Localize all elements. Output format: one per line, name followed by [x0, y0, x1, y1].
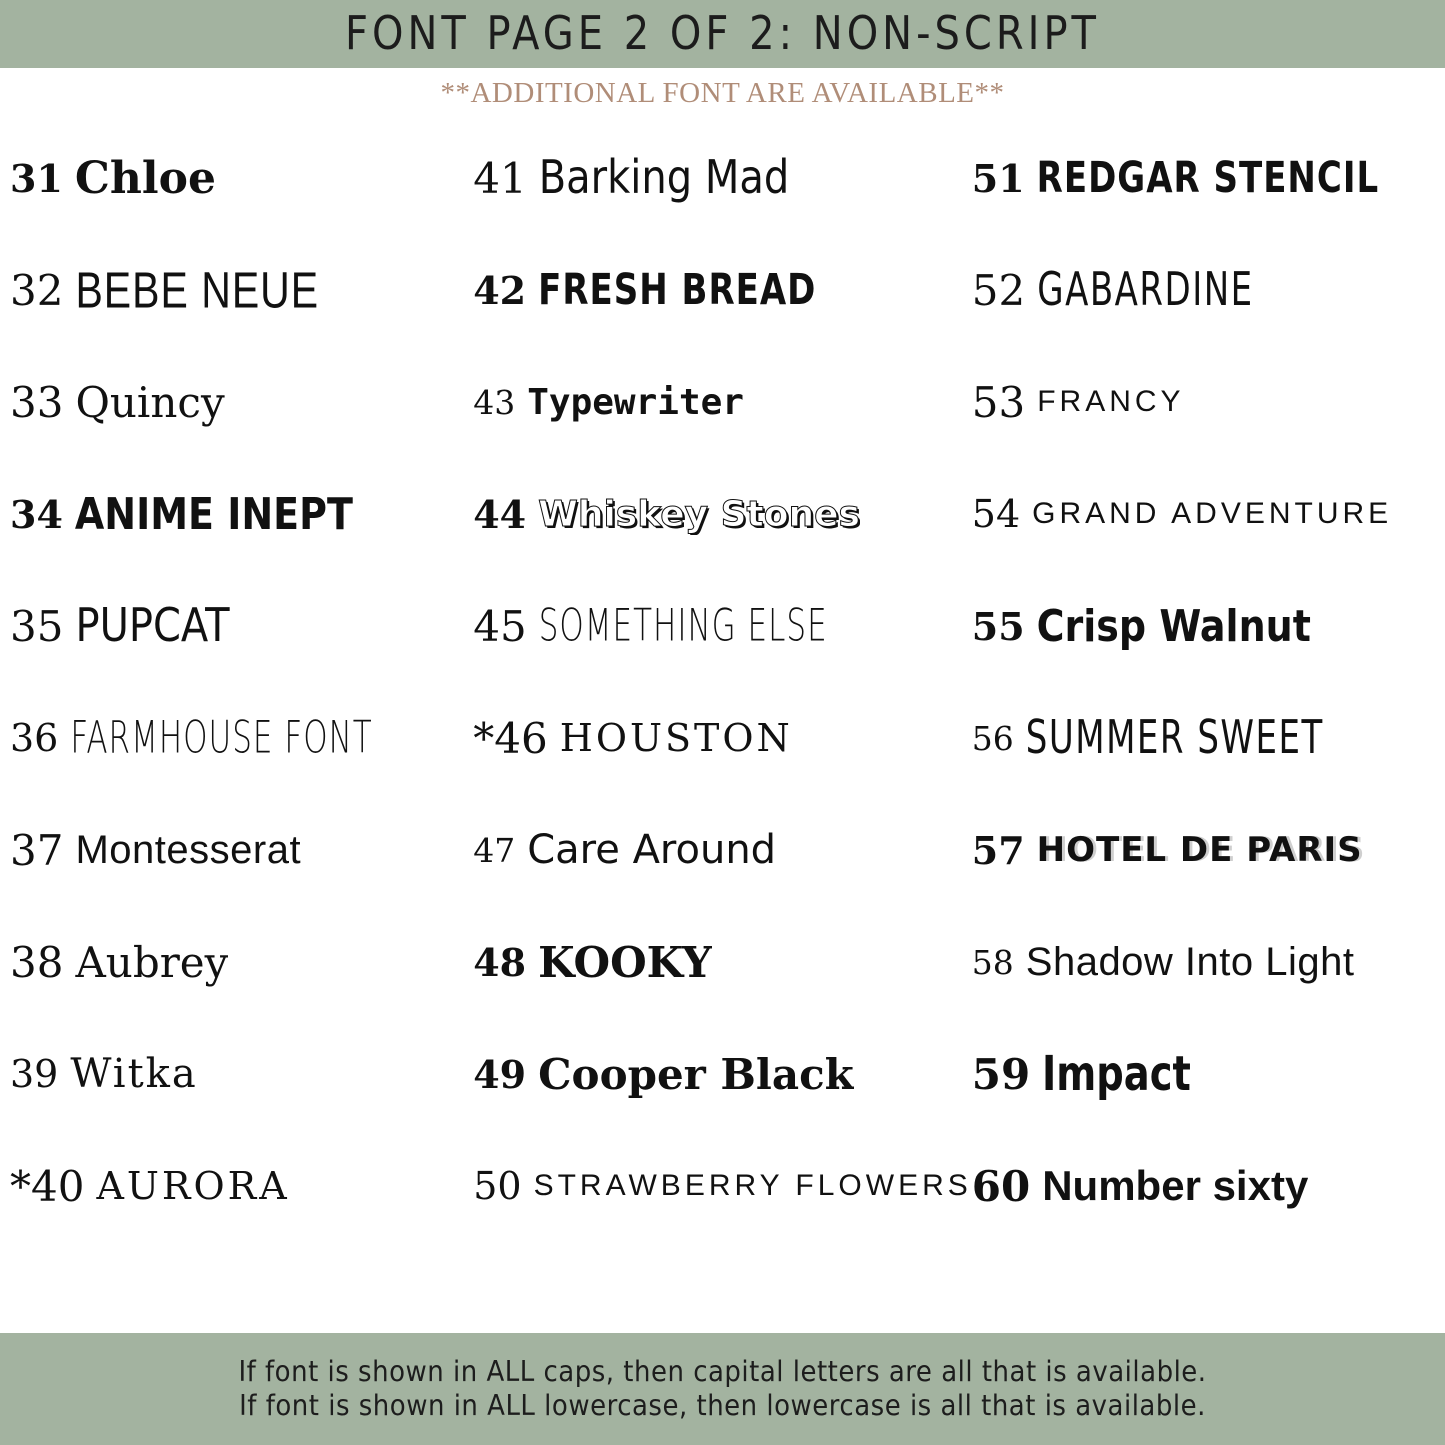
font-sample: KOOKY [538, 937, 713, 987]
font-row [972, 346, 1435, 458]
font-number: 35 [10, 601, 64, 651]
font-row [10, 122, 473, 234]
font-number: 34 [10, 491, 63, 537]
font-number: 32 [10, 265, 64, 315]
font-sample: STRAWBERRY FLOWERS [533, 1169, 972, 1202]
font-sample: FRANCY [1037, 385, 1185, 418]
font-row [10, 458, 473, 570]
font-number: 58 [971, 942, 1014, 982]
font-number: 33 [10, 377, 64, 427]
font-row [473, 1130, 972, 1242]
font-sample: SUMMER SWEET [1025, 711, 1324, 765]
font-row [473, 234, 972, 346]
font-row [972, 122, 1435, 234]
font-row [473, 906, 972, 1018]
font-row [473, 682, 972, 794]
font-row [972, 682, 1435, 794]
font-sample: ANIME INEPT [74, 488, 353, 540]
font-number: 59 [971, 1049, 1031, 1099]
font-sample: HOTEL DE PARIS [1036, 830, 1363, 870]
font-number: 57 [971, 827, 1025, 873]
font-sample: SOMETHING ELSE [538, 599, 828, 653]
font-row [10, 906, 473, 1018]
footer-note-line-2: If font is shown in ALL lowercase, then lowercase is all that is available. [239, 1389, 1206, 1423]
font-number: 45 [473, 601, 527, 651]
font-sample: Quincy [75, 377, 225, 427]
font-number: 36 [10, 716, 59, 760]
font-column-3 [972, 122, 1435, 1242]
font-sample: BEBE NEUE [75, 260, 320, 319]
font-sample: FRESH BREAD [538, 265, 817, 315]
font-column-2 [473, 122, 972, 1242]
font-row [10, 1018, 473, 1130]
font-number: 54 [971, 492, 1021, 536]
font-row [972, 570, 1435, 682]
font-number: 39 [10, 1052, 59, 1096]
font-row [10, 1130, 473, 1242]
font-row [972, 458, 1435, 570]
font-row [972, 1130, 1435, 1242]
font-row [10, 794, 473, 906]
font-number: 49 [473, 1051, 527, 1097]
font-number: 43 [473, 382, 516, 422]
font-sample: Number sixty [1042, 1162, 1309, 1209]
font-number: 56 [971, 718, 1014, 758]
font-sample: Barking Mad [538, 151, 790, 205]
font-row [473, 346, 972, 458]
font-number: 53 [971, 377, 1026, 427]
font-row [473, 1018, 972, 1130]
font-number: *46 [473, 713, 548, 763]
font-sample: PUPCAT [75, 599, 230, 653]
subheader-note: **ADDITIONAL FONT ARE AVAILABLE** [440, 76, 1005, 109]
font-number: *40 [10, 1161, 85, 1211]
font-number: 38 [10, 937, 64, 987]
font-sample: Crisp Walnut [1036, 600, 1311, 652]
font-row [473, 794, 972, 906]
font-number: 50 [473, 1164, 522, 1208]
font-row [10, 346, 473, 458]
font-number: 52 [971, 265, 1026, 315]
font-number: 42 [473, 267, 527, 313]
font-row [10, 682, 473, 794]
font-number: 41 [473, 153, 527, 203]
footer-band [0, 1333, 1445, 1445]
font-number: 44 [473, 491, 527, 537]
font-number: 60 [971, 1161, 1031, 1211]
font-sample: GABARDINE [1037, 263, 1254, 317]
font-row [972, 1018, 1435, 1130]
font-row [473, 122, 972, 234]
font-sample: Care Around [527, 827, 777, 873]
font-number: 37 [10, 825, 64, 875]
font-sample: GRAND ADVENTURE [1032, 497, 1393, 530]
font-sample: Chloe [74, 152, 216, 204]
font-row [10, 234, 473, 346]
font-sample: Witka [70, 1051, 198, 1097]
font-sample: Cooper Black [538, 1049, 854, 1099]
font-row [10, 570, 473, 682]
font-number: 31 [10, 155, 63, 201]
font-sample: REDGAR STENCIL [1036, 153, 1380, 203]
font-row [972, 234, 1435, 346]
font-row [473, 458, 972, 570]
font-grid [0, 118, 1445, 1333]
header-band [0, 0, 1445, 68]
subheader [0, 68, 1445, 118]
font-sample: Aubrey [75, 937, 229, 987]
font-row [972, 794, 1435, 906]
font-row [473, 570, 972, 682]
font-sample: FARMHOUSE FONT [70, 711, 373, 765]
footer-note-line-1: If font is shown in ALL caps, then capital letters are all that is available. [238, 1355, 1207, 1389]
font-sample: Whiskey Stones [538, 493, 860, 535]
page-title: FONT PAGE 2 OF 2: NON-SCRIPT [344, 7, 1100, 61]
font-row [972, 906, 1435, 1018]
font-sample: Montesserat [75, 827, 302, 872]
font-column-1 [10, 122, 473, 1242]
font-sample: HOUSTON [559, 716, 793, 760]
font-number: 48 [473, 939, 527, 985]
font-sample: Impact [1042, 1046, 1192, 1102]
font-number: 51 [971, 155, 1025, 201]
font-sample: AURORA [96, 1164, 290, 1208]
font-number: 47 [473, 830, 516, 870]
font-sample: Typewriter [527, 381, 744, 423]
font-number: 55 [971, 603, 1025, 649]
font-sample: Shadow Into Light [1025, 939, 1355, 984]
